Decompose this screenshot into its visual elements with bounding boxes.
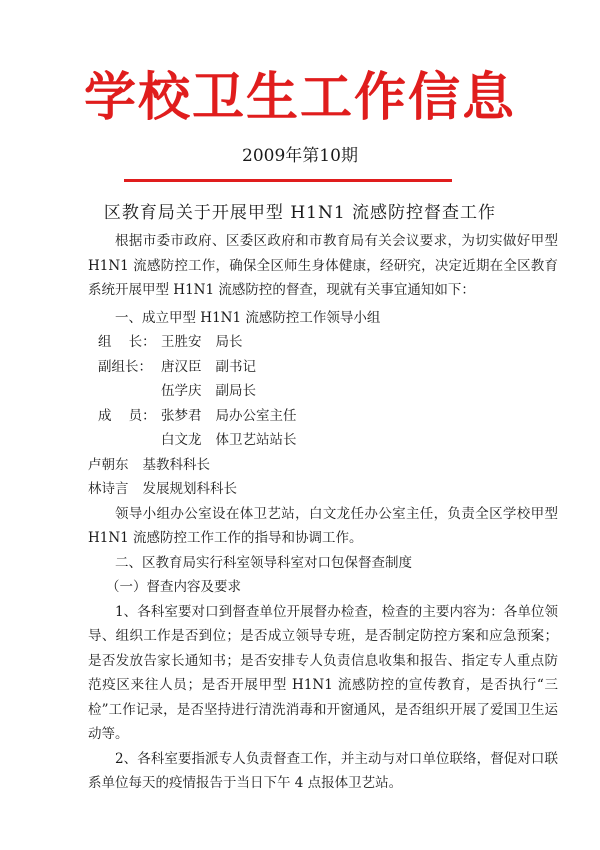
member-name: 唐汉臣	[161, 358, 202, 375]
member-position: 局办公室主任	[215, 407, 297, 424]
member-position: 副书记	[215, 358, 256, 375]
member-position: 基教科科长	[142, 456, 210, 473]
member-position: 局长	[215, 334, 243, 350]
member-row	[88, 330, 558, 355]
office-note-paragraph: 领导小组办公室设在体卫艺站，白文龙任办公室主任，负责全区学校甲型 H1N1 流感防控工作工作的指导和协调工作。	[88, 505, 558, 546]
intro-paragraph: 根据市委市政府、区委区政府和市教育局有关会议要求，为切实做好甲型 H1N1 流感防控工作，确保全区师生身体健康，经研究，决定近期在全区教育系统开展甲型 H1N1 流感防控的督查，现就有关事宜通知如下：	[88, 233, 558, 298]
member-name: 伍学庆	[161, 383, 202, 399]
subsection-heading-1: （一）督查内容及要求	[106, 579, 241, 595]
member-position: 副局长	[215, 383, 256, 399]
member-role: 副组长：	[98, 358, 152, 375]
requirement-item-2: 2、各科室要指派专人负责督查工作，并主动与对口单位联络，督促对口联系单位每天的疫情报告于当日下午 4 点报体卫艺站。	[88, 750, 558, 791]
member-row	[88, 379, 558, 404]
section-heading-2: 二、区教育局实行科室领导科室对口包保督查制度	[115, 554, 412, 571]
document-body	[88, 229, 558, 796]
member-row	[88, 477, 558, 502]
member-name: 卢朝东	[88, 456, 129, 473]
section-heading-1: 一、成立甲型 H1N1 流感防控工作领导小组	[115, 309, 381, 326]
member-position: 发展规划科科长	[142, 481, 237, 497]
member-row	[88, 355, 558, 380]
member-row	[88, 404, 558, 429]
member-row	[88, 428, 558, 453]
requirement-item-1: 1、各科室要对口到督查单位开展督办检查，检查的主要内容为：各单位领导、组织工作是否到位；是否成立领导专班，是否制定防控方案和应急预案；是否发放告家长通知书；是否安排专人负责信息收集和报告、指定专人重点防范疫区来往人员；是否开展甲型 H1N1 流感防控的宣传教育，是否执行“三检”工作记录，是否坚持进行清洗消毒和开窗通风，是否组织开展了爱国卫生运动等。	[88, 603, 558, 742]
issue-number: 2009年第10期	[242, 146, 358, 166]
member-role: 成 员：	[98, 407, 156, 424]
member-name: 张梦君	[161, 407, 202, 424]
member-role: 组 长：	[98, 334, 156, 350]
member-row	[88, 453, 558, 478]
member-position: 体卫艺站站长	[215, 432, 297, 448]
member-name: 王胜安	[161, 334, 202, 350]
red-divider	[124, 179, 452, 182]
document-title: 区教育局关于开展甲型 H1N1 流感防控督查工作	[103, 203, 497, 223]
member-name: 林诗言	[88, 481, 129, 497]
member-name: 白文龙	[161, 432, 202, 448]
masthead-title: 学校卫生工作信息	[83, 68, 516, 128]
